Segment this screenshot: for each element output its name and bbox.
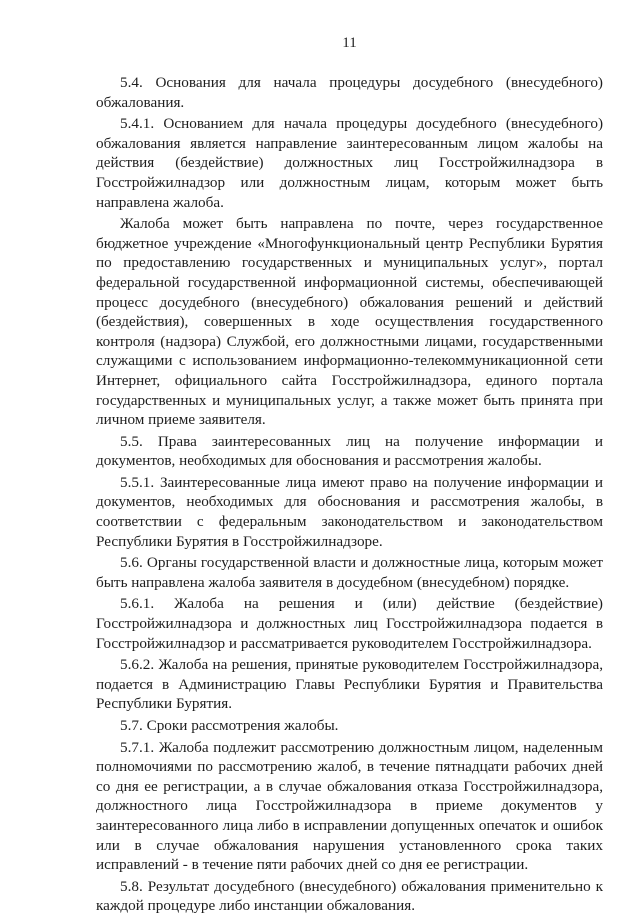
paragraph-5-4-1: 5.4.1. Основанием для начала процедуры досудебного (внесудебного) обжалования является направление заинтересованным лицом жалобы на действия (бездействие) должностных лиц Госстройжилнадзора в Госстройжилнадзор или должностным лицам, которым может быть направлена жалоба. <box>96 115 603 211</box>
paragraph-5-6-1: 5.6.1. Жалоба на решения и (или) действие (бездействие) Госстройжилнадзора и должностных лиц Госстройжилнадзора подается в Госстройжилнадзор и рассматривается руководителем Госстройжилнадзора. <box>96 595 603 652</box>
paragraph-5-6: 5.6. Органы государственной власти и должностные лица, которым может быть направлена жалоба заявителя в досудебном (внесудебном) порядке. <box>96 554 603 591</box>
paragraph-5-6-2: 5.6.2. Жалоба на решения, принятые руководителем Госстройжилнадзора, подается в Администрацию Главы Республики Бурятия и Правительства Республики Бурятия. <box>96 656 603 713</box>
paragraph-5-8: 5.8. Результат досудебного (внесудебного) обжалования применительно к каждой процедуре либо инстанции обжалования. <box>96 877 603 915</box>
paragraph-5-7-1: 5.7.1. Жалоба подлежит рассмотрению должностным лицом, наделенным полномочиями по рассмотрению жалоб, в течение пятнадцати рабочих дней со дня ее регистрации, а в случае обжалования отказа Госстройжилнадзора, должностного лица Госстройжилнадзора в приеме документов у заинтересованного лица либо в исправлении допущенных опечаток и ошибок или в случае обжалования нарушения установленного срока таких исправлений - в течение пяти рабочих дней со дня ее регистрации. <box>96 738 603 874</box>
paragraph-5-5-1: 5.5.1. Заинтересованные лица имеют право на получение информации и документов, необходимых для обоснования и рассмотрения жалобы, в соответствии с федеральным законодательством и законодательством Республики Бурятия в Госстройжилнадзоре. <box>96 473 603 550</box>
paragraph-complaint-channels: Жалоба может быть направлена по почте, через государственное бюджетное учреждение «Многофункциональный центр Республики Бурятия по предоставлению государственных и муниципальных услуг», портал федеральной государственной информационной системы, обеспечивающей процесс досудебного (внесудебного) обжалования решений и действий (бездействия), совершенных в ходе осуществления государственного контроля (надзора) Службой, его должностными лицами, государственными служащими с использованием информационно-телекоммуникационной сети Интернет, официального сайта Госстройжилнадзора, единого портала государственных и муниципальных услуг, а также может быть принята при личном приеме заявителя. <box>96 215 603 429</box>
page-number: 11 <box>342 35 357 51</box>
paragraph-5-5: 5.5. Права заинтересованных лиц на получение информации и документов, необходимых для обоснования и рассмотрения жалобы. <box>96 432 603 470</box>
paragraph-5-4: 5.4. Основания для начала процедуры досудебного (внесудебного) обжалования. <box>96 74 603 111</box>
paragraph-5-7: 5.7. Сроки рассмотрения жалобы. <box>120 717 339 734</box>
